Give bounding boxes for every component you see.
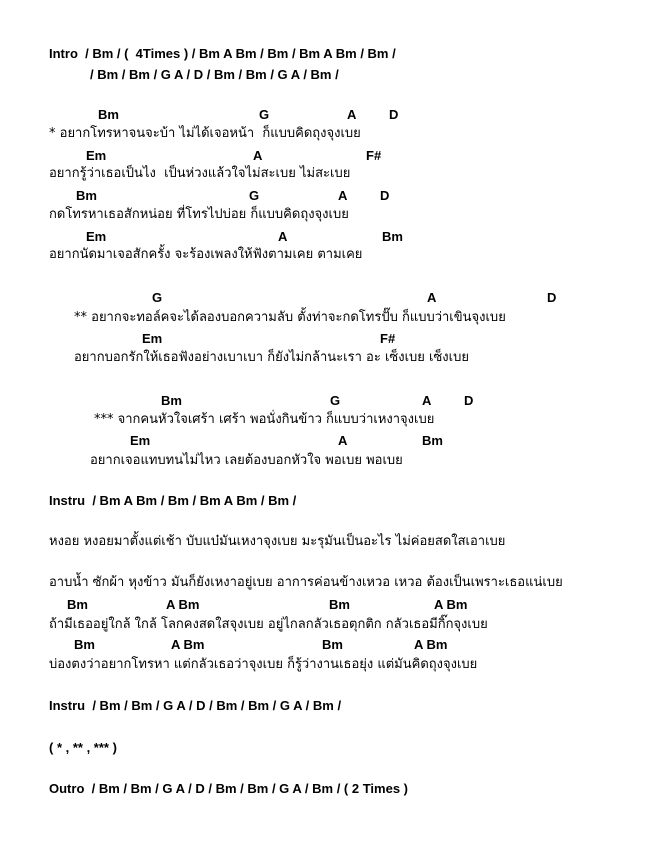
chord: A xyxy=(253,148,263,163)
chord: Bm xyxy=(322,637,343,652)
lyric-line: * อยากโทรหาจนจะบ้า ไม่ได้เจอหน้า ก็แบบคิดถุงจุงเบย xyxy=(49,126,361,141)
chord: Em xyxy=(86,229,107,244)
chord: A Bm xyxy=(414,637,448,652)
chord: G xyxy=(152,290,163,305)
outro-line: Outro / Bm / Bm / G A / D / Bm / Bm / G A / Bm / ( 2 Times ) xyxy=(49,781,408,796)
chord: D xyxy=(389,107,399,122)
chord: G xyxy=(330,393,341,408)
instru-line: Instru / Bm A Bm / Bm / Bm A Bm / Bm / xyxy=(49,493,297,508)
lyric-line: อยากนัดมาเจอสักครั้ง จะร้องเพลงให้ฟังตามเคย ตามเคย xyxy=(49,247,363,262)
lyric-line: *** จากคนหัวใจเศร้า เศร้า พอนั่งกินข้าว ก็แบบว่าเหงาจุงเบย xyxy=(94,412,435,427)
chord: Bm xyxy=(161,393,182,408)
chord: Bm xyxy=(98,107,119,122)
chord: D xyxy=(547,290,557,305)
chord: Em xyxy=(142,331,163,346)
chord: A xyxy=(278,229,288,244)
chord: D xyxy=(464,393,474,408)
lyric-line: ถ้ามีเธออยู่ใกล้ ใกล้ โลกคงสดใสจุงเบย อยู่ไกลกลัวเธอตุกติก กลัวเธอมีกิ๊กจุงเบย xyxy=(49,617,488,632)
chord: F# xyxy=(366,148,382,163)
chord: Bm xyxy=(76,188,97,203)
instru-line: Instru / Bm / Bm / G A / D / Bm / Bm / G A / Bm / xyxy=(49,698,342,713)
lyric-line: บ่องตงว่าอยากโทรหา แต่กลัวเธอว่าจุงเบย ก็รู้ว่างานเธอยุ่ง แต่มันคิดถุงจุงเบย xyxy=(49,657,478,672)
intro-line-1: Intro / Bm / ( 4Times ) / Bm A Bm / Bm / Bm A Bm / Bm / xyxy=(49,46,396,61)
chord: G xyxy=(259,107,270,122)
chord: A xyxy=(338,433,348,448)
lyric-line: อยากรู้ว่าเธอเป็นไง เป็นห่วงแล้วใจไม่สะเบย ไม่สะเบย xyxy=(49,166,351,181)
lyric-line: หงอย หงอยมาตั้งแต่เช้า บับแบ๋มันเหงาจุงเบย มะรุมันเป็นอะไร ไม่ค่อยสดใสเอาเบย xyxy=(49,534,506,549)
chord: A xyxy=(347,107,357,122)
chord: Bm xyxy=(67,597,88,612)
lyric-line: ** อยากจะทอล์คจะได้ลองบอกความลับ ตั้งท่าจะกดโทรปั๊บ ก็แบบว่าเขินจุงเบย xyxy=(74,310,506,325)
chord: Bm xyxy=(329,597,350,612)
chord: D xyxy=(380,188,390,203)
chord: F# xyxy=(380,331,396,346)
intro-line-2: / Bm / Bm / G A / D / Bm / Bm / G A / Bm / xyxy=(90,67,339,82)
chord: A Bm xyxy=(171,637,205,652)
chord: Em xyxy=(130,433,151,448)
chord: G xyxy=(249,188,260,203)
lyric-line: กดโทรหาเธอสักหน่อย ที่โทรไปบ่อย ก็แบบคิดถุงจุงเบย xyxy=(49,207,349,222)
chord: A xyxy=(427,290,437,305)
chord: Bm xyxy=(422,433,443,448)
lyric-line: อยากบอกรักให้เธอฟังอย่างเบาเบา ก็ยังไม่กล้านะเรา อะ เซ็งเบย เซ็งเบย xyxy=(74,350,469,365)
chord: Em xyxy=(86,148,107,163)
lyric-line: อาบน้ำ ซักผ้า หุงข้าว มันก็ยังเหงาอยู่เบย อาการค่อนข้างเหวอ เหวอ ต้องเป็นเพราะเธอแน่เบย xyxy=(49,575,563,590)
repeat-marker: ( * , ** , *** ) xyxy=(49,740,117,755)
chord: Bm xyxy=(382,229,403,244)
lyric-line: อยากเจอแทบทนไม่ไหว เลยต้องบอกหัวใจ พอเบย พอเบย xyxy=(90,453,403,468)
chord: A xyxy=(422,393,432,408)
chord: A xyxy=(338,188,348,203)
chord: A Bm xyxy=(166,597,200,612)
chord: Bm xyxy=(74,637,95,652)
chord: A Bm xyxy=(434,597,468,612)
